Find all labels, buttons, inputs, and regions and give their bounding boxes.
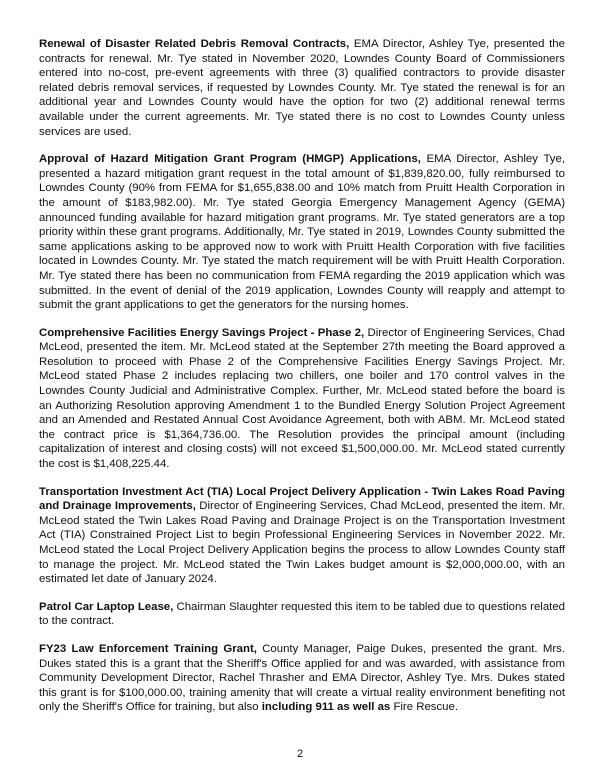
paragraph-body: Director of Engineering Services, Chad McLeod, presented the item. Mr. McLeod stated at the September 27th meeting the Board approved a Resolution to proceed with Phase 2 of the Comprehensive Facilities Energy Savings Project. Mr. McLeod stated Phase 2 includes replacing two chillers, one boiler and 170 control valves in the Lowndes County Judicial and Administrative Complex. Further, Mr. McLeod stated before the board is an Authorizing Resolution approving Amendment 1 to the Bundled Energy Solution Project Agreement and an Amended and Restated Annual Cost Avoidance Agreement, both with ABM. Mr. McLeod stated the contract price is $1,364,736.00. The Resolution provides the principal amount (including capitalization of interest and closing costs) will not exceed $1,500,000.00. Mr. McLeod stated currently the cost is $1,408,225.44. [39, 326, 565, 471]
paragraph-patrol-car-laptop-lease [39, 600, 565, 629]
paragraph-heading: Renewal of Disaster Related Debris Removal Contracts, [39, 38, 350, 50]
paragraph-heading: Approval of Hazard Mitigation Grant Program (HMGP) Applications, [39, 153, 421, 166]
paragraph-debris-removal-contracts [39, 37, 565, 139]
paragraph-heading: FY23 Law Enforcement Training Grant, [39, 642, 257, 655]
paragraph-bold-phrase: including 911 as well as [261, 701, 391, 714]
paragraph-body: EMA Director, Ashley Tye, presented the contracts for renewal. Mr. Tye stated in November 2020, Lowndes County Board of Commissioners entered into no-cost, pre-event agreements with three (3) qualified contractors to provide disaster related debris removal services, if requested by Lowndes County. Mr. Tye stated the renewal is for an additional year and Lowndes County would have the option for two (2) additional renewal terms available under the current agreements. Mr. Tye stated there is no cost to Lowndes County unless services are used. [39, 38, 565, 138]
paragraph-heading: Patrol Car Laptop Lease, [39, 600, 174, 613]
document-page [39, 37, 565, 728]
paragraph-heading: Comprehensive Facilities Energy Savings Project - Phase 2, [39, 326, 365, 339]
paragraph-body: County Manager, Paige Dukes, presented the grant. Mrs. Dukes stated this is a grant that the Sheriff's Office applied for and was awarded, with assistance from Community Development Director, Rachel Thrasher and EMA Director, Ashley Tye. Mrs. Dukes stated this grant is for $100,000.00, training amenity that will create a virtual reality environment benefiting not only the Sheriff's Office for training, but also [39, 642, 565, 714]
paragraph-tia-twin-lakes [39, 485, 565, 587]
paragraph-heading: Transportation Investment Act (TIA) Local Project Delivery Application - Twin Lakes Road Paving and Drainage Improvements, [39, 485, 565, 513]
paragraph-body: EMA Director, Ashley Tye, presented a hazard mitigation grant request in the total amount of $1,839,820.00, fully reimbursed to Lowndes County (90% from FEMA for $1,655,838.00 and 10% match from Pruitt Health Corporation in the amount of $183,982.00). Mr. Tye stated Georgia Emergency Management Agency (GEMA) announced funding available for hazard mitigation grant programs. Mr. Tye stated generators are a top priority within these grant programs. Additionally, Mr. Tye stated in 2019, Lowndes County submitted the same applications asking to be approved now to work with Pruitt Health Corporation with five facilities located in Lowndes County. Mr. Tye stated the match requirement will be with Pruitt Health Corporation. Mr. Tye stated there has been no communication from FEMA regarding the 2019 application which was submitted. In the event of denial of the 2019 application, Lowndes County will reapply and attempt to submit the grant applications to get the generators for the nursing homes. [39, 153, 565, 312]
paragraph-body: Chairman Slaughter requested this item to be tabled due to questions related to the contract. [39, 600, 565, 628]
page-number: 2 [296, 748, 304, 760]
paragraph-law-enforcement-training-grant [39, 642, 565, 715]
paragraph-tail: Fire Rescue. [393, 701, 459, 714]
paragraph-body: Director of Engineering Services, Chad McLeod, presented the item. Mr. McLeod stated the Twin Lakes Road Paving and Drainage Project is on the Transportation Investment Act (TIA) Constrained Project List to begin Professional Engineering Services in November 2022. Mr. McLeod stated the Local Project Delivery Application begins the process to allow Lowndes County staff to manage the project. Mr. McLeod stated the Twin Lakes budget amount is $2,000,000.00, with an estimated let date of January 2024. [39, 500, 565, 586]
paragraph-hmgp-applications [39, 152, 565, 313]
paragraph-energy-savings-project [39, 326, 565, 472]
